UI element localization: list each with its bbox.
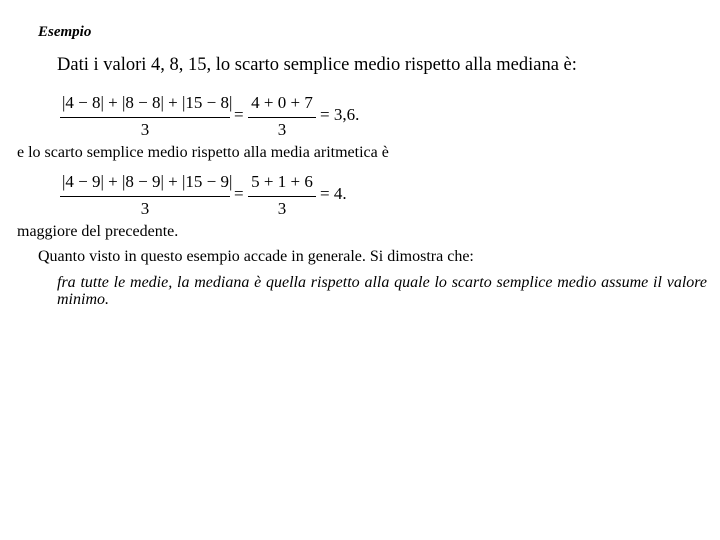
fraction-bar [248,117,316,118]
intro-text: Dati i valori 4, 8, 15, lo scarto semplice medio rispetto alla mediana è: [57,55,577,75]
mean-numerator-2: 5 + 1 + 6 [251,172,313,191]
median-denominator-2: 3 [277,120,287,139]
median-fraction-1 [60,93,233,140]
mean-result: = 4. [320,184,347,203]
median-fraction-2 [248,93,316,140]
median-numerator-2: 4 + 0 + 7 [251,93,313,112]
equals-sign: = [234,105,244,124]
fraction-bar [60,117,230,118]
mean-denominator: 3 [140,199,150,218]
median-result: = 3,6. [320,105,360,124]
mean-fraction-2 [248,172,316,219]
conclusion-text: maggiore del precedente. [17,223,179,240]
equals-sign: = [234,184,244,203]
median-numerator: |4 − 8| + |8 − 8| + |15 − 8| [62,93,233,112]
arithmetic-mean-intro: e lo scarto semplice medio rispetto alla media aritmetica è [17,144,389,161]
mean-numerator: |4 − 9| + |8 − 9| + |15 − 9| [62,172,233,191]
median-denominator: 3 [140,120,150,139]
example-heading: Esempio [38,24,92,40]
general-statement: Quanto visto in questo esempio accade in generale. Si dimostra che: [38,248,474,265]
mean-denominator-2: 3 [277,199,287,218]
fraction-bar [248,196,316,197]
theorem-text: fra tutte le medie, la mediana è quella rispetto alla quale lo scarto semplice medio assume il valore minimo. [57,274,707,308]
mean-fraction-1 [60,172,233,219]
fraction-bar [60,196,230,197]
